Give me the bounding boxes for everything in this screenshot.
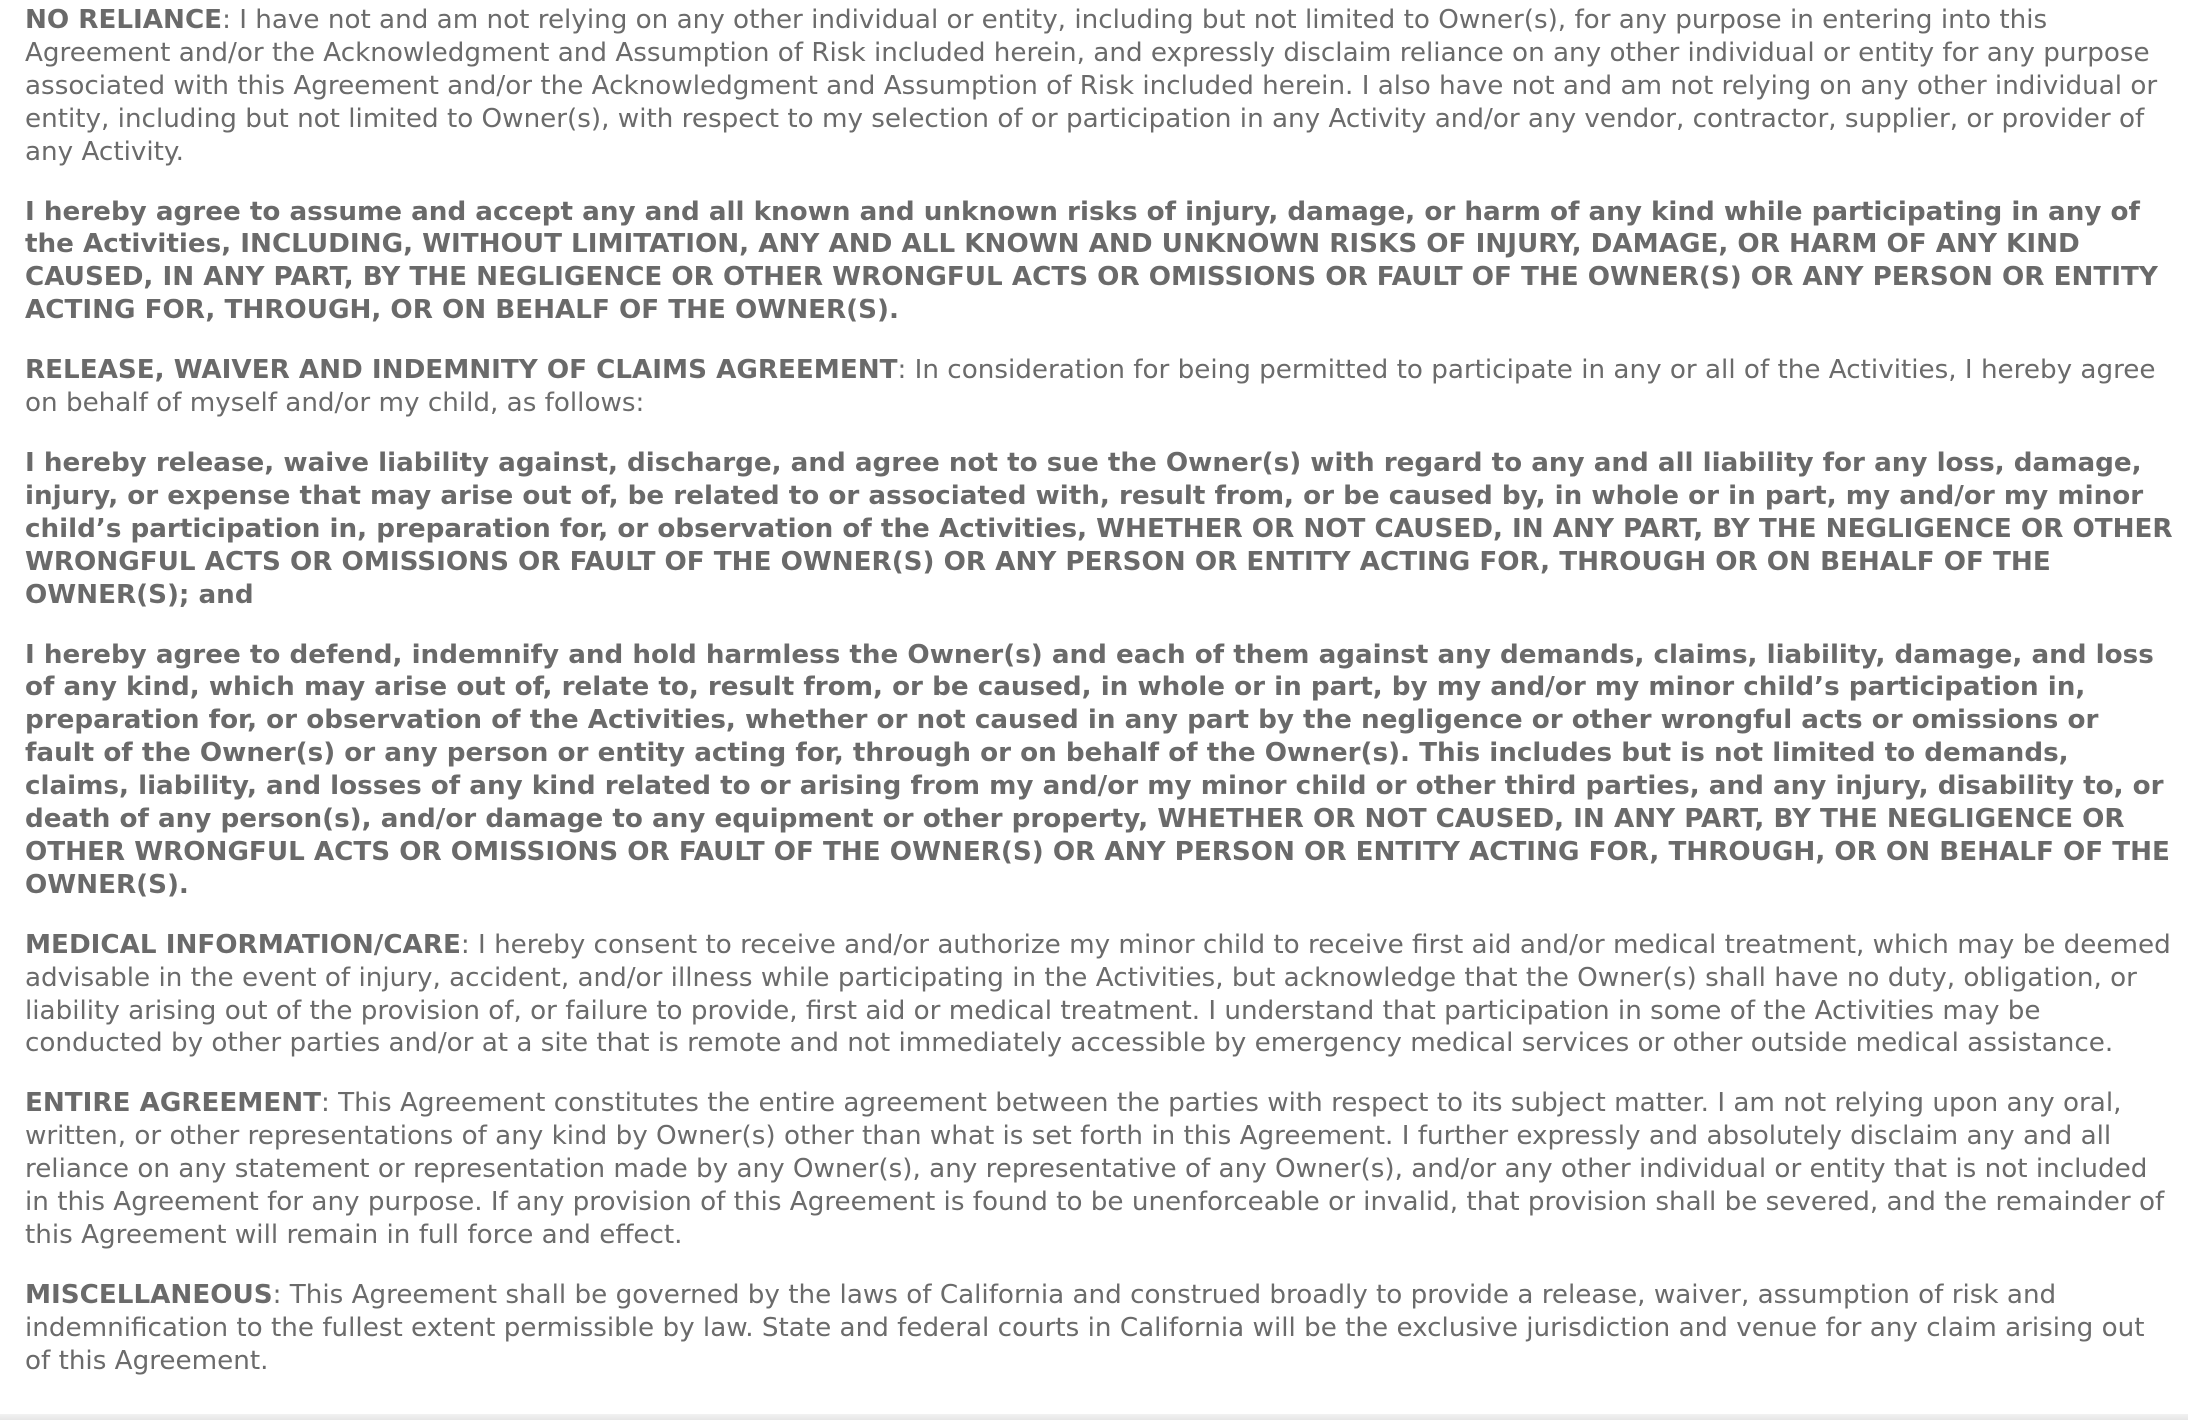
miscellaneous-heading: MISCELLANEOUS [25, 1279, 273, 1310]
no-reliance-section [25, 4, 2175, 169]
medical-text: : I hereby consent to receive and/or authorize my minor child to receive first aid and/or medical treatment, which may be deemed advisable in the event of injury, accident, and/or illness while participating in the Activities, but acknowledge that the Owner(s) shall have no duty, obligation, or liability arising out of the provision of, or failure to provide, first aid or medical treatment. I understand that participation in some of the Activities may be conducted by other parties and/or at a site that is remote and not immediately accessible by emergency medical services or other outside medical assistance. [25, 929, 2171, 1059]
release-clause: I hereby release, waive liability against, discharge, and agree not to sue the Owner(s) with regard to any and all liability for any loss, damage, injury, or expense that may arise out of, be related to or associated with, result from, or be caused by, in whole or in part, my and/or my minor child’s participation in, preparation for, or observation of the Activities, WHETHER OR NOT CAUSED, IN ANY PART, BY THE NEGLIGENCE OR OTHER WRONGFUL ACTS OR OMISSIONS OR FAULT OF THE OWNER(S) OR ANY PERSON OR ENTITY ACTING FOR, THROUGH OR ON BEHALF OF THE OWNER(S); and [25, 447, 2173, 610]
release-text: : In consideration for being permitted to participate in any or all of the Activities, I hereby agree on behalf of myself and/or my child, as follows: [25, 355, 2156, 419]
no-reliance-heading: NO RELIANCE [25, 5, 223, 35]
release-section [25, 354, 2175, 420]
entire-agreement-section [25, 1087, 2175, 1252]
no-reliance-text: : I have not and am not relying on any other individual or entity, including but not limited to Owner(s), for any purpose in entering into this Agreement and/or the Acknowledgment and Assumption of Risk included herein, and expressly disclaim reliance on any other individual or entity for any purpose associated with this Agreement and/or the Acknowledgment and Assumption of Risk included herein. I also have not and am not relying on any other individual or entity, including but not limited to Owner(s), with respect to my selection of or participation in any Activity and/or any vendor, contractor, supplier, or provider of any Activity. [25, 5, 2158, 167]
agreement-document [25, 4, 2175, 1405]
release-heading: RELEASE, WAIVER AND INDEMNITY OF CLAIMS AGREEMENT [25, 355, 898, 386]
entire-agreement-text: : This Agreement constitutes the entire agreement between the parties with respect to its subject matter. I am not relying upon any oral, written, or other representations of any kind by Owner(s) other than what is set forth in this Agreement. I further expressly and absolutely disclaim any and all reliance on any statement or representation made by any Owner(s), any representative of any Owner(s), and/or any other individual or entity that is not included in this Agreement for any purpose. If any provision of this Agreement is found to be unenforceable or invalid, that provision shall be severed, and the remainder of this Agreement will remain in full force and effect. [25, 1088, 2165, 1250]
indemnity-clause: I hereby agree to defend, indemnify and hold harmless the Owner(s) and each of them against any demands, claims, liability, damage, and loss of any kind, which may arise out of, relate to, result from, or be caused, in whole or in part, by my and/or my minor child’s participation in, preparation for, or observation of the Activities, whether or not caused in any part by the negligence or other wrongful acts or omissions or fault of the Owner(s) or any person or entity acting for, through or on behalf of the Owner(s). This includes but is not limited to demands, claims, liability, and losses of any kind related to or arising from my and/or my minor child or other third parties, and any injury, disability to, or death of any person(s), and/or damage to any equipment or other property, WHETHER OR NOT CAUSED, IN ANY PART, BY THE NEGLIGENCE OR OTHER WRONGFUL ACTS OR OMISSIONS OR FAULT OF THE OWNER(S) OR ANY PERSON OR ENTITY ACTING FOR, THROUGH, OR ON BEHALF OF THE OWNER(S). [25, 639, 2170, 900]
medical-heading: MEDICAL INFORMATION/CARE [25, 929, 461, 960]
miscellaneous-text: : This Agreement shall be governed by the laws of California and construed broadly to provide a release, waiver, assumption of risk and indemnification to the fullest extent permissible by law. State and federal courts in California will be the exclusive jurisdiction and venue for any claim arising out of this Agreement. [25, 1279, 2145, 1376]
medical-section [25, 929, 2175, 1061]
assumption-of-risk-clause: I hereby agree to assume and accept any and all known and unknown risks of injury, damage, or harm of any kind while participating in any of the Activities, INCLUDING, WITHOUT LIMITATION, ANY AND ALL KNOWN AND UNKNOWN RISKS OF INJURY, DAMAGE, OR HARM OF ANY KIND CAUSED, IN ANY PART, BY THE NEGLIGENCE OR OTHER WRONGFUL ACTS OR OMISSIONS OR FAULT OF THE OWNER(S) OR ANY PERSON OR ENTITY ACTING FOR, THROUGH, OR ON BEHALF OF THE OWNER(S). [25, 196, 2158, 326]
bottom-divider [0, 1414, 2188, 1420]
miscellaneous-section [25, 1279, 2175, 1378]
entire-agreement-heading: ENTIRE AGREEMENT [25, 1088, 322, 1119]
